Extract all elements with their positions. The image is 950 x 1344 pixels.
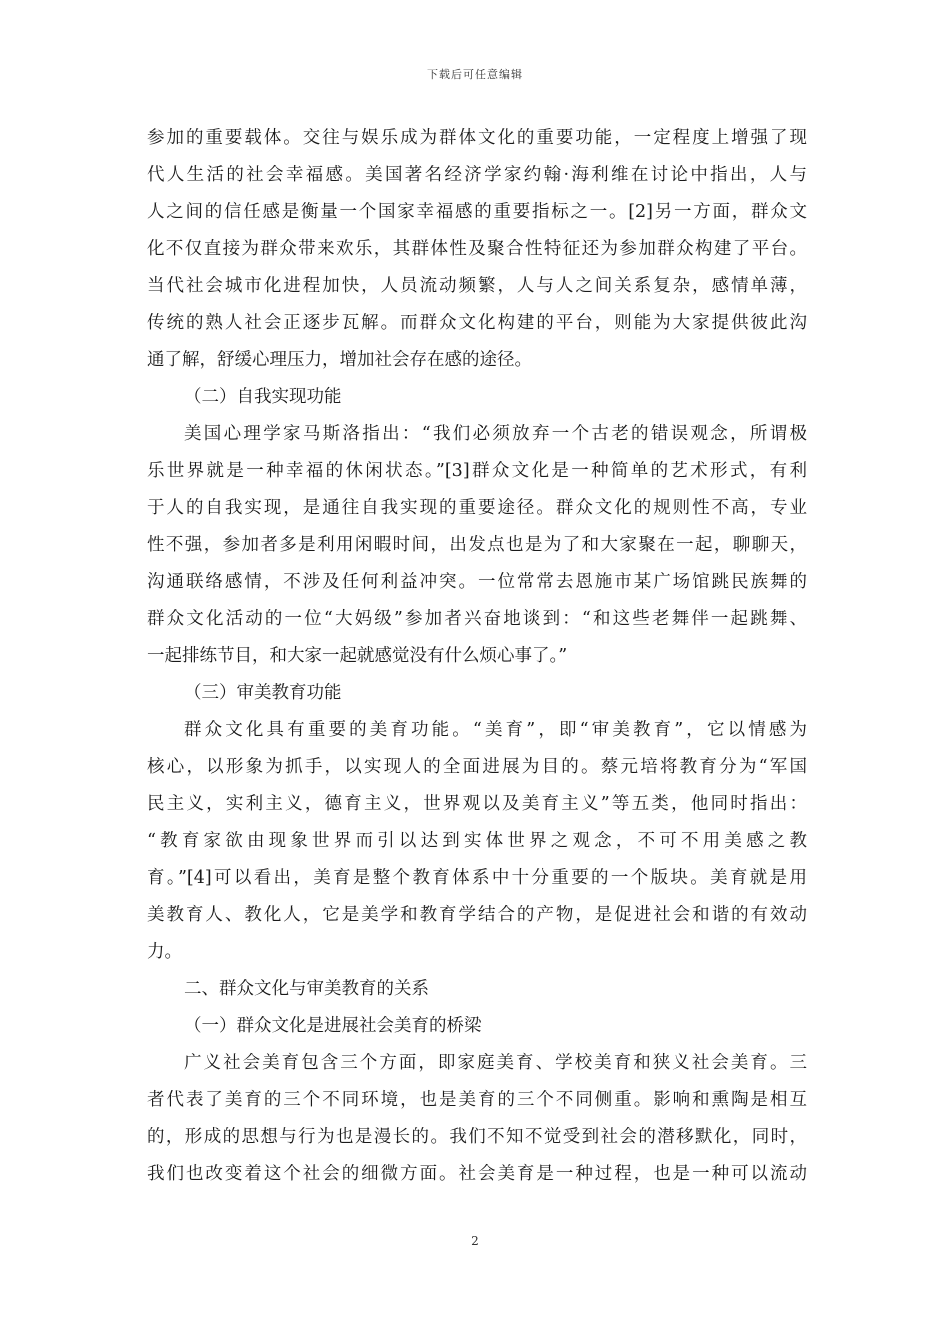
section-heading: （二）自我实现功能 [184,387,342,407]
section-heading: （三）审美教育功能 [184,683,342,703]
paragraph-line: 参加的重要载体。交往与娱乐成为群体文化的重要功能，一定程度上增强了现 [147,128,807,148]
paragraph-line: 乐世界就是一种幸福的休闲状态。”[3]群众文化是一种简单的艺术形式，有利 [147,461,807,481]
paragraph-line: “教育家欲由现象世界而引以达到实体世界之观念，不可不用美感之教 [147,831,807,851]
paragraph-line: 的，形成的思想与行为也是漫长的。我们不知不觉受到社会的潜移默化，同时， [147,1127,807,1147]
paragraph-line: 性不强，参加者多是利用闲暇时间，出发点也是为了和大家聚在一起，聊聊天， [147,535,807,555]
paragraph-line: 核心，以形象为抓手，以实现人的全面进展为目的。蔡元培将教育分为“军国 [147,757,807,777]
paragraph-line: 民主义，实利主义，德育主义，世界观以及美育主义”等五类，他同时指出： [147,794,807,814]
page-number: 2 [471,1234,479,1248]
paragraph-line: 当代社会城市化进程加快，人员流动频繁，人与人之间关系复杂，感情单薄， [147,276,807,296]
paragraph-line: 代人生活的社会幸福感。美国著名经济学家约翰·海利维在讨论中指出，人与 [147,165,807,185]
paragraph-line: 通了解，舒缓心理压力，增加社会存在感的途径。 [147,350,532,370]
paragraph-line: 沟通联络感情，不涉及任何利益冲突。一位常常去恩施市某广场馆跳民族舞的 [147,572,807,592]
paragraph-line: 广义社会美育包含三个方面，即家庭美育、学校美育和狭义社会美育。三 [184,1053,807,1073]
paragraph-line: 群众文化具有重要的美育功能。“美育”，即“审美教育”，它以情感为 [184,720,807,740]
section-heading: （一）群众文化是进展社会美育的桥梁 [184,1016,482,1036]
paragraph-line: 力。 [147,942,182,962]
paragraph-line: 美国心理学家马斯洛指出：“我们必须放弃一个古老的错误观念，所谓极 [184,424,807,444]
paragraph-line: 我们也改变着这个社会的细微方面。社会美育是一种过程，也是一种可以流动 [147,1164,807,1184]
page-header: 下载后可任意编辑 [427,68,523,81]
paragraph-line: 化不仅直接为群众带来欢乐，其群体性及聚合性特征还为参加群众构建了平台。 [147,239,807,259]
paragraph-line: 美教育人、教化人，它是美学和教育学结合的产物，是促进社会和谐的有效动 [147,905,807,925]
paragraph-line: 人之间的信任感是衡量一个国家幸福感的重要指标之一。[2]另一方面，群众文 [147,202,807,222]
paragraph-line: 传统的熟人社会正逐步瓦解。而群众文化构建的平台，则能为大家提供彼此沟 [147,313,807,333]
paragraph-line: 育。”[4]可以看出，美育是整个教育体系中十分重要的一个版块。美育就是用 [147,868,807,888]
paragraph-line: 一起排练节目，和大家一起就感觉没有什么烦心事了。” [147,646,568,666]
paragraph-line: 群众文化活动的一位“大妈级”参加者兴奋地谈到：“和这些老舞伴一起跳舞、 [147,609,807,629]
document-body [147,120,807,1193]
paragraph-line: 于人的自我实现，是通往自我实现的重要途径。群众文化的规则性不高，专业 [147,498,807,518]
section-heading: 二、群众文化与审美教育的关系 [184,979,429,999]
paragraph-line: 者代表了美育的三个不同环境，也是美育的三个不同侧重。影响和熏陶是相互 [147,1090,807,1110]
